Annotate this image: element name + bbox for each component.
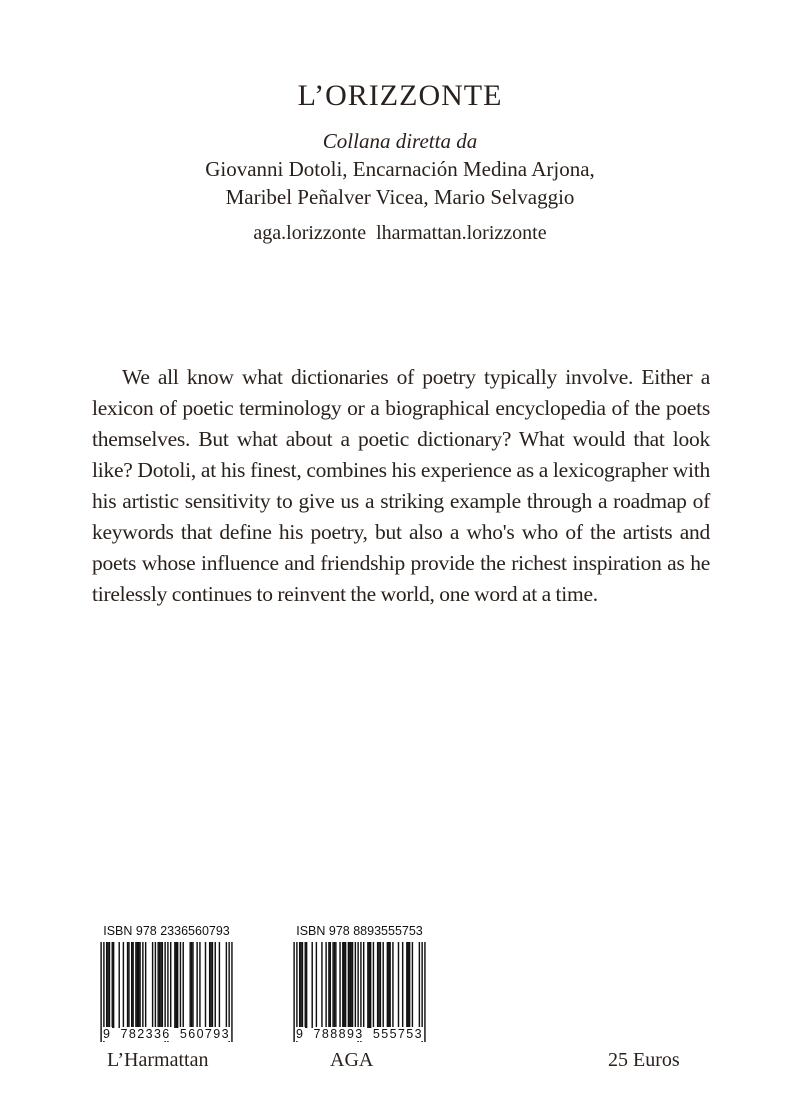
editors-line-2: Maribel Peñalver Vicea, Mario Selvaggio	[225, 185, 575, 209]
barcode-bar	[174, 942, 175, 1028]
barcode-bar	[352, 942, 353, 1028]
barcode-harmattan	[99, 924, 234, 1044]
barcode-bar	[106, 942, 107, 1028]
barcode-bar	[189, 942, 190, 1028]
barcode-bar	[196, 942, 197, 1028]
barcode-bar	[377, 942, 378, 1028]
barcode-bar	[155, 942, 156, 1028]
barcode-bar	[342, 942, 343, 1028]
barcode-bar	[215, 942, 216, 1028]
barcode-bar	[367, 942, 368, 1028]
publisher-aga: AGA	[330, 1049, 374, 1071]
barcode-bar	[339, 942, 340, 1028]
barcode-bar	[113, 942, 114, 1028]
publisher-harmattan: L’Harmattan	[107, 1049, 209, 1071]
barcode-bar	[138, 942, 139, 1028]
barcode-bar	[387, 942, 388, 1028]
barcode-bar	[349, 942, 350, 1028]
ean-first-digit: 9	[296, 1027, 305, 1041]
barcode-bar	[419, 942, 420, 1028]
barcode-bar	[152, 942, 153, 1028]
ean-right-group: 560793	[179, 1027, 230, 1041]
barcode-bar	[330, 942, 331, 1028]
barcode-bar	[406, 942, 407, 1028]
barcode-bar	[369, 942, 370, 1028]
barcode-bar	[328, 942, 329, 1028]
barcode-bar	[212, 942, 213, 1028]
ean-digits	[292, 1027, 427, 1041]
isbn-label: ISBN 978 8893555753	[296, 924, 423, 938]
barcode-bar	[398, 942, 399, 1028]
barcode-bar	[127, 942, 128, 1028]
barcode-bar	[177, 942, 178, 1028]
barcode-bar	[145, 942, 146, 1028]
barcode-bar	[409, 942, 410, 1028]
barcode-bar	[139, 942, 140, 1028]
barcode-bar	[160, 942, 161, 1028]
barcode-bar	[226, 942, 227, 1028]
barcode-bar	[159, 942, 160, 1028]
barcode-bar	[335, 942, 336, 1028]
barcode-bar	[412, 942, 413, 1028]
social-links: aga.lorizzonte lharmattan.lorizzonte	[253, 222, 547, 244]
barcode-bar	[378, 942, 379, 1028]
barcode-bar	[332, 942, 333, 1028]
barcode-bar	[109, 942, 110, 1028]
barcode-bar	[162, 942, 163, 1028]
barcode-bar	[402, 942, 403, 1028]
barcode-bar	[311, 942, 312, 1028]
barcode-bar	[370, 942, 371, 1028]
barcode-bar	[299, 942, 300, 1028]
ean-left-group: 782336	[120, 1027, 171, 1041]
barcode-bar	[334, 942, 335, 1028]
barcode-bar	[123, 942, 124, 1028]
barcode-bar	[389, 942, 390, 1028]
barcode-bar	[348, 942, 349, 1028]
series-title: L’ORIZZONTE	[297, 79, 503, 112]
barcode-bar	[135, 942, 136, 1028]
series-subtitle: Collana diretta da	[322, 129, 478, 153]
barcode-bar	[380, 942, 381, 1028]
ean-first-digit: 9	[103, 1027, 112, 1041]
barcode-bar	[209, 942, 210, 1028]
barcode-bar	[321, 942, 322, 1028]
barcode-bar	[363, 942, 364, 1028]
barcode-bar	[345, 942, 346, 1028]
editors-line-1: Giovanni Dotoli, Encarnación Medina Arjona,	[205, 157, 595, 181]
barcode-bar	[199, 942, 200, 1028]
barcode-bar	[302, 942, 303, 1028]
barcode-bar	[183, 942, 184, 1028]
barcode-bar	[205, 942, 206, 1028]
price: 25 Euros	[608, 1049, 680, 1071]
barcode-bar	[176, 942, 177, 1028]
barcode-bar	[118, 942, 119, 1028]
barcode-bar	[192, 942, 193, 1028]
barcode-bar	[170, 942, 171, 1028]
barcode-bar	[180, 942, 181, 1028]
ean-right-group: 555753	[372, 1027, 423, 1041]
barcode-bar	[300, 942, 301, 1028]
barcode-bar	[128, 942, 129, 1028]
barcode-bar	[392, 942, 393, 1028]
barcode-bar	[219, 942, 220, 1028]
back-cover-blurb: We all know what dictionaries of poetry typically involve. Either a lexicon of poetic terminology or a biographical encyclopedia of the poets themselves. But what about a poetic dictionary? What would that look like? Dotoli, at his finest, combines his experience as a lexicographer with his artistic sensitivity to give us a striking example through a roadmap of keywords that define his poetry, but also a who's who of the artists and poets whose influence and friendship provide the richest inspiration as he tirelessly continues to reinvent the world, one word at a time.	[92, 365, 710, 606]
barcode-bar	[306, 942, 307, 1028]
barcode-bar	[191, 942, 192, 1028]
barcode-bar	[107, 942, 108, 1028]
barcode-bar	[157, 942, 158, 1028]
barcode-bar	[325, 942, 326, 1028]
isbn-label: ISBN 978 2336560793	[103, 924, 230, 938]
barcode-aga	[292, 924, 427, 1044]
barcode-bar	[382, 942, 383, 1028]
barcode-bar	[132, 942, 133, 1028]
barcode-bar	[350, 942, 351, 1028]
barcode-bar	[131, 942, 132, 1028]
barcode-bar	[305, 942, 306, 1028]
barcode-bar	[343, 942, 344, 1028]
ean-left-group: 788893	[313, 1027, 364, 1041]
barcode-bar	[137, 942, 138, 1028]
barcode-bar	[408, 942, 409, 1028]
barcode-bar	[316, 942, 317, 1028]
barcode-bar	[373, 942, 374, 1028]
barcode-bar	[388, 942, 389, 1028]
barcode-bar	[355, 942, 356, 1028]
barcode-bar	[210, 942, 211, 1028]
barcode-bar	[142, 942, 143, 1028]
barcode-bar	[112, 942, 113, 1028]
ean-digits	[99, 1027, 234, 1041]
